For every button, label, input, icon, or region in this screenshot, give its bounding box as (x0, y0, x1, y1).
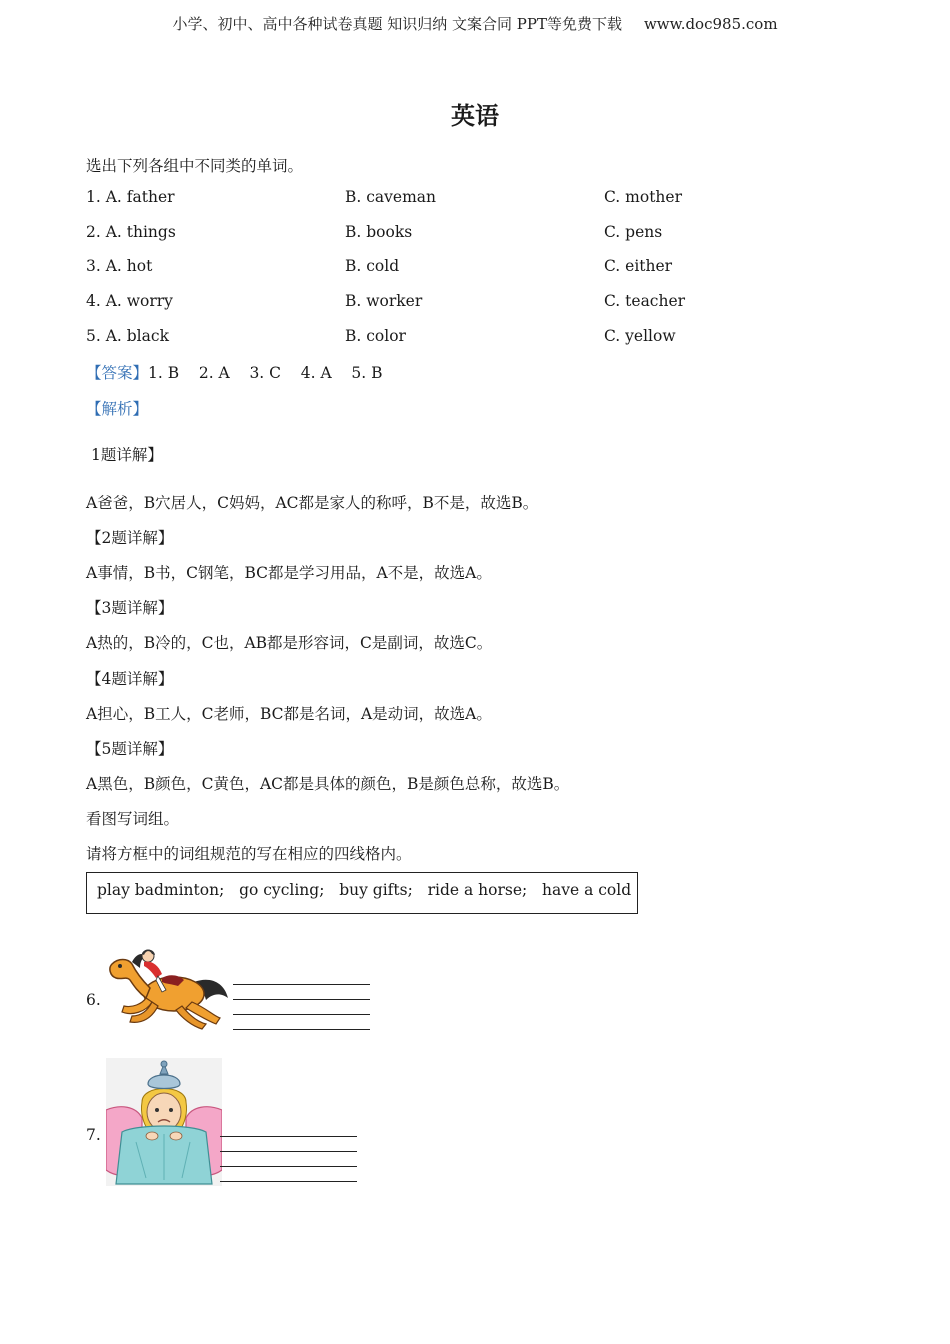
option-a: 5. A. black (86, 327, 169, 345)
detail-text: A事情，B书，C钢笔，BC都是学习用品，A不是，故选A。 (86, 564, 492, 582)
four-line-grid (220, 1136, 357, 1182)
option-b: B. worker (345, 292, 423, 310)
horse-rider-illustration (102, 946, 230, 1030)
detail-text: A爸爸，B穴居人，C妈妈，AC都是家人的称呼，B不是，故选B。 (86, 494, 539, 512)
option-c: C. teacher (604, 292, 686, 310)
detail-text: A担心，B工人，C老师，BC都是名词，A是动词，故选A。 (86, 705, 492, 723)
detail-heading: 【4题详解】 (86, 670, 174, 688)
option-b: B. color (345, 327, 406, 345)
option-b: B. books (345, 223, 413, 241)
answer-label: 【答案】 (86, 364, 149, 382)
page-title: 英语 (451, 101, 499, 130)
option-a: 2. A. things (86, 223, 176, 241)
page-header (0, 13, 950, 34)
option-a: 3. A. hot (86, 257, 153, 275)
item-number: 6. (86, 991, 101, 1009)
detail-heading: 【3题详解】 (86, 599, 174, 617)
item-number: 7. (86, 1126, 101, 1144)
detail-heading: 【2题详解】 (86, 529, 174, 547)
option-b: B. caveman (345, 188, 437, 206)
detail-heading: 【5题详解】 (86, 740, 174, 758)
detail-text: A黑色，B颜色，C黄色，AC都是具体的颜色，B是颜色总称，故选B。 (86, 775, 570, 793)
option-a: 1. A. father (86, 188, 175, 206)
word-bank-box (86, 872, 638, 914)
option-b: B. cold (345, 257, 400, 275)
answer-line (86, 361, 382, 383)
word-bank-text: play badminton; go cycling; buy gifts; ride a horse; have a cold (97, 881, 632, 899)
sick-child-illustration (106, 1058, 222, 1186)
analysis-label: 【解析】 (86, 400, 149, 418)
option-c: C. mother (604, 188, 682, 206)
option-c: C. pens (604, 223, 663, 241)
detail-heading: 1题详解】 (91, 446, 163, 464)
detail-text: A热的，B冷的，C也，AB都是形容词，C是副词，故选C。 (86, 634, 493, 652)
section1-instruction: 选出下列各组中不同类的单词。 (86, 157, 304, 175)
option-a: 4. A. worry (86, 292, 173, 310)
header-left-text: 小学、初中、高中各种试卷真题 知识归纳 文案合同 PPT等免费下载 (172, 15, 622, 33)
header-url: www.doc985.com (643, 15, 778, 33)
option-c: C. yellow (604, 327, 676, 345)
answer-text: 1. B 2. A 3. C 4. A 5. B (148, 364, 383, 382)
option-c: C. either (604, 257, 673, 275)
section2-subinstruction: 请将方框中的词组规范的写在相应的四线格内。 (86, 845, 412, 863)
section2-instruction: 看图写词组。 (86, 810, 180, 828)
four-line-grid (233, 984, 370, 1030)
